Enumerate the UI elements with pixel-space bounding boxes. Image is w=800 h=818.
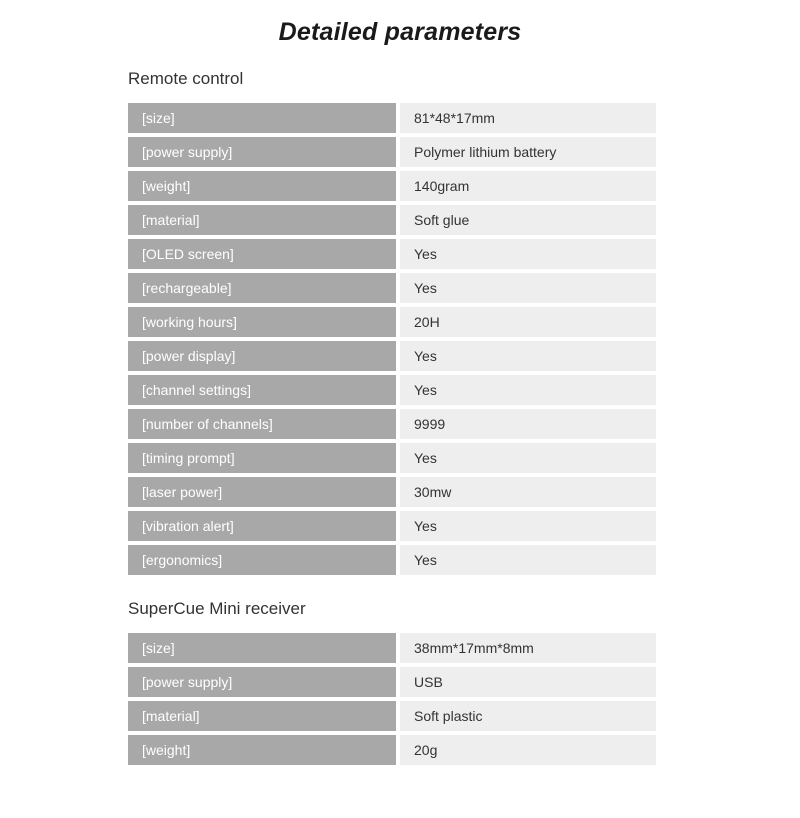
spec-value: 9999 <box>400 409 656 439</box>
table-row <box>128 545 656 575</box>
section-supercue-mini-receiver <box>0 599 800 769</box>
spec-key: [power supply] <box>128 137 396 167</box>
spec-value: Yes <box>400 273 656 303</box>
spec-value: 140gram <box>400 171 656 201</box>
spec-value: 20g <box>400 735 656 765</box>
spec-value: 81*48*17mm <box>400 103 656 133</box>
spec-key: [ergonomics] <box>128 545 396 575</box>
spec-key: [vibration alert] <box>128 511 396 541</box>
spec-key: [timing prompt] <box>128 443 396 473</box>
spec-key: [material] <box>128 205 396 235</box>
table-row <box>128 735 656 765</box>
table-row <box>128 307 656 337</box>
spec-key: [power display] <box>128 341 396 371</box>
spec-value: 38mm*17mm*8mm <box>400 633 656 663</box>
spec-key: [material] <box>128 701 396 731</box>
table-row <box>128 273 656 303</box>
spec-value: Soft glue <box>400 205 656 235</box>
spec-value: Soft plastic <box>400 701 656 731</box>
spec-key: [size] <box>128 633 396 663</box>
table-row <box>128 443 656 473</box>
spec-key: [rechargeable] <box>128 273 396 303</box>
table-row <box>128 701 656 731</box>
spec-value: USB <box>400 667 656 697</box>
spec-value: Yes <box>400 375 656 405</box>
table-row <box>128 511 656 541</box>
spec-key: [power supply] <box>128 667 396 697</box>
spec-table-remote-control <box>128 99 656 579</box>
spec-value: 30mw <box>400 477 656 507</box>
spec-value: Yes <box>400 545 656 575</box>
spec-key: [channel settings] <box>128 375 396 405</box>
spec-value: Yes <box>400 511 656 541</box>
table-row <box>128 477 656 507</box>
spec-table-supercue-mini-receiver <box>128 629 656 769</box>
spec-key: [weight] <box>128 735 396 765</box>
spec-value: Yes <box>400 239 656 269</box>
section-heading-supercue-mini-receiver: SuperCue Mini receiver <box>128 599 306 618</box>
spec-key: [number of channels] <box>128 409 396 439</box>
specs-page <box>0 18 800 818</box>
section-remote-control <box>0 69 800 579</box>
spec-key: [weight] <box>128 171 396 201</box>
table-row <box>128 239 656 269</box>
section-heading-remote-control: Remote control <box>128 69 244 88</box>
spec-value: Yes <box>400 341 656 371</box>
table-row <box>128 375 656 405</box>
table-row <box>128 667 656 697</box>
table-row <box>128 341 656 371</box>
spec-value: Yes <box>400 443 656 473</box>
spec-key: [working hours] <box>128 307 396 337</box>
spec-value: 20H <box>400 307 656 337</box>
table-row <box>128 409 656 439</box>
spec-key: [OLED screen] <box>128 239 396 269</box>
spec-key: [laser power] <box>128 477 396 507</box>
table-row <box>128 633 656 663</box>
table-row <box>128 103 656 133</box>
spec-key: [size] <box>128 103 396 133</box>
table-row <box>128 137 656 167</box>
table-row <box>128 205 656 235</box>
page-title: Detailed parameters <box>278 18 522 46</box>
table-row <box>128 171 656 201</box>
spec-value: Polymer lithium battery <box>400 137 656 167</box>
